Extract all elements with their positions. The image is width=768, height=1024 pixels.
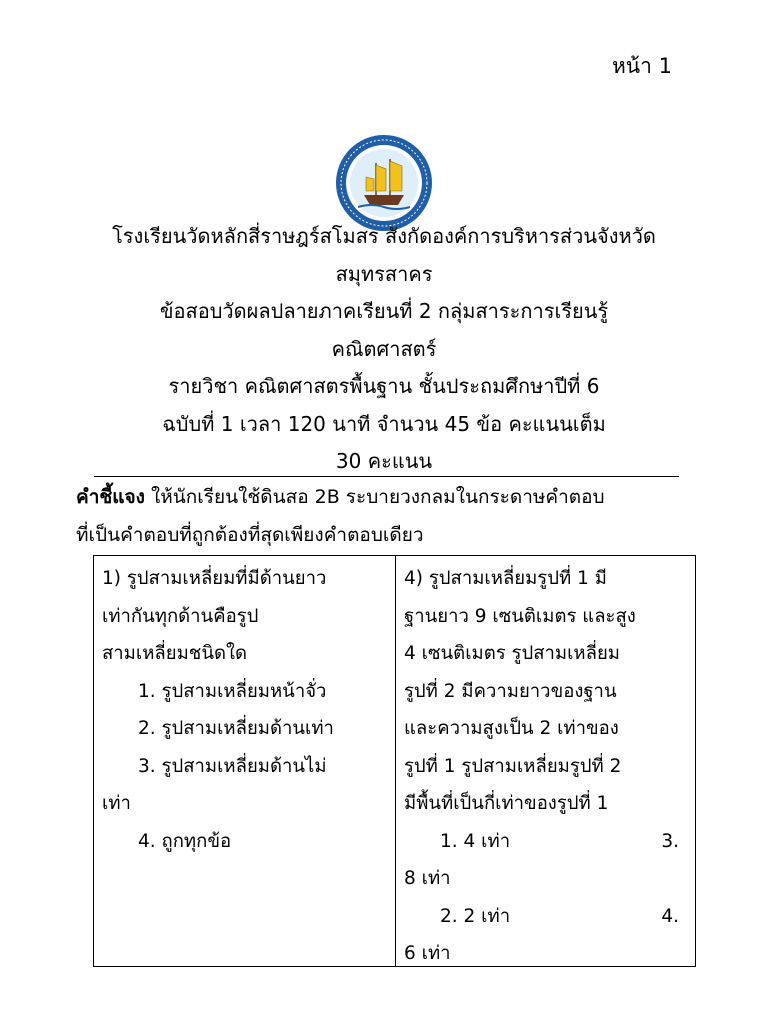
- question-1-choice-3-wrap: เท่า: [102, 793, 131, 814]
- question-4-choice-4-value: 6 เท่า: [404, 943, 451, 964]
- question-1-line: สามเหลี่ยมชนิดใด: [102, 643, 248, 664]
- instructions-line-1: [76, 478, 688, 516]
- question-table: [93, 555, 696, 967]
- question-4-line: รูปที่ 2 มีความยาวของฐาน: [404, 680, 617, 702]
- header-line-exam-info: ฉบับที่ 1 เวลา 120 นาที จำนวน 45 ข้อ คะแนนเต็ม: [162, 411, 606, 436]
- instructions-label: คำชี้แจง: [76, 486, 145, 508]
- question-4-line: มีพื้นที่เป็นกี่เท่าของรูปที่ 1: [404, 793, 609, 814]
- question-4-cell: [396, 556, 695, 966]
- question-1-choice-2: 2. รูปสามเหลี่ยมด้านเท่า: [138, 718, 334, 739]
- question-4-line: และความสูงเป็น 2 เท่าของ: [404, 718, 619, 739]
- question-4-choice-2: 2. 2 เท่า: [440, 905, 511, 927]
- header-line-province: สมุทรสาคร: [335, 261, 433, 286]
- question-4-choice-1: 1. 4 เท่า: [440, 830, 511, 852]
- question-4-choice-4-number: 4.: [661, 905, 679, 927]
- question-1-choice-3: 3. รูปสามเหลี่ยมด้านไม่: [138, 755, 327, 777]
- question-4-choice-3-number: 3.: [661, 830, 679, 852]
- exam-header: [70, 218, 698, 481]
- header-divider: [94, 476, 679, 477]
- question-4-choice-3-value: 8 เท่า: [404, 868, 451, 889]
- question-4-choice-row-2: [404, 898, 689, 936]
- question-1-choice-1: 1. รูปสามเหลี่ยมหน้าจั่ว: [138, 680, 327, 702]
- header-line-exam: ข้อสอบวัดผลปลายภาคเรียนที่ 2 กลุ่มสาระการเรียนรู้: [159, 299, 609, 323]
- question-1-line: เท่ากันทุกด้านคือรูป: [102, 605, 259, 627]
- question-1-choice-4: 4. ถูกทุกข้อ: [138, 830, 232, 852]
- question-4-choice-row-1: [404, 823, 689, 861]
- question-4-line: ฐานยาว 9 เซนติเมตร และสูง: [404, 605, 636, 627]
- instructions: [76, 478, 688, 554]
- question-4-line: 4) รูปสามเหลี่ยมรูปที่ 1 มี: [404, 568, 607, 589]
- instructions-text-1: ให้นักเรียนใช้ดินสอ 2B ระบายวงกลมในกระดาษคำตอบ: [144, 486, 605, 508]
- header-line-total-score: 30 คะแนน: [335, 449, 433, 473]
- question-4-line: 4 เซนติเมตร รูปสามเหลี่ยม: [404, 643, 620, 664]
- header-line-course: รายวิชา คณิตศาสตรพื้นฐาน ชั้นประถมศึกษาปีที่ 6: [168, 374, 600, 398]
- question-1-line: 1) รูปสามเหลี่ยมที่มีด้านยาว: [102, 568, 327, 589]
- question-4-line: รูปที่ 1 รูปสามเหลี่ยมรูปที่ 2: [404, 755, 622, 777]
- page-number: หน้า 1: [611, 54, 672, 78]
- header-line-subject-group: คณิตศาสตร์: [331, 336, 437, 361]
- header-line-school: โรงเรียนวัดหลักสี่ราษฎร์สโมสร สังกัดองค์การบริหารส่วนจังหวัด: [112, 224, 656, 248]
- instructions-line-2: ที่เป็นคำตอบที่ถูกต้องที่สุดเพียงคำตอบเดียว: [76, 524, 424, 546]
- question-1-cell: [94, 556, 396, 966]
